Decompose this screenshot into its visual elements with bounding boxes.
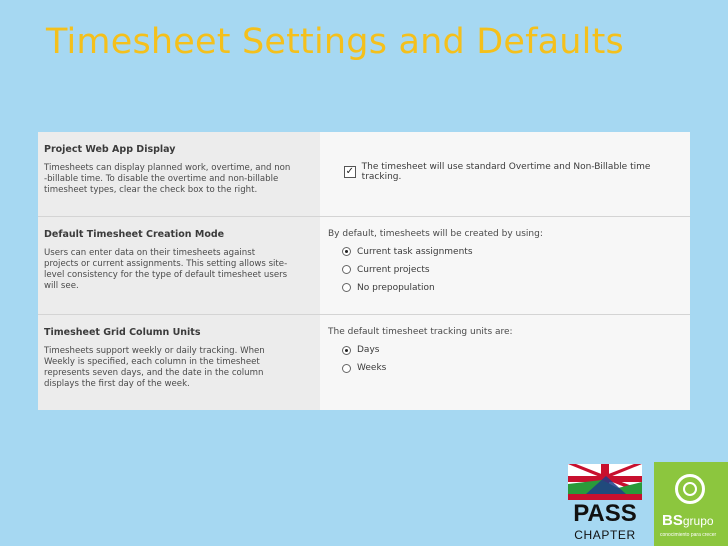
radio-no-prepopulation[interactable] xyxy=(342,283,682,293)
radio-current-task-assignments[interactable] xyxy=(342,247,682,257)
section-display-info xyxy=(38,132,320,216)
section-description: Timesheets support weekly or daily tracking. When Weekly is specified, each column in the timesheet represents seven days, and the date in the column displays the first day of the week. xyxy=(44,346,265,390)
pass-flag-icon xyxy=(568,462,642,502)
radio-label: Days xyxy=(357,345,380,356)
chapter-logo-text: CHAPTER xyxy=(574,528,636,542)
radio-weeks[interactable] xyxy=(342,363,682,373)
bs-grupo-logo xyxy=(654,462,728,546)
section-creation-mode-controls xyxy=(320,217,690,315)
radio-days[interactable] xyxy=(342,345,682,355)
bs-circle-icon xyxy=(675,474,705,504)
section-grid-units xyxy=(38,315,690,410)
overtime-tracking-option[interactable] xyxy=(344,162,682,182)
section-title: Default Timesheet Creation Mode xyxy=(44,228,225,240)
radio-label: No prepopulation xyxy=(357,282,435,293)
radio-label: Weeks xyxy=(357,363,387,374)
radio-button-selected[interactable] xyxy=(342,247,351,256)
radio-label: Current task assignments xyxy=(357,246,473,257)
radio-current-projects[interactable] xyxy=(342,265,682,275)
section-creation-mode xyxy=(38,217,690,316)
pass-chapter-logo xyxy=(566,462,644,544)
overtime-tracking-checkbox[interactable]: ✓ xyxy=(345,166,355,177)
section-grid-units-info xyxy=(38,315,320,410)
bs-tagline: conocimiento para crecer xyxy=(660,532,717,538)
radio-button-selected[interactable] xyxy=(342,346,351,355)
section-display xyxy=(38,132,690,217)
checkbox-label: The timesheet will use standard Overtime and Non-Billable time tracking. xyxy=(361,162,651,182)
section-creation-mode-info xyxy=(38,217,320,315)
section-display-controls xyxy=(320,132,690,216)
section-description: Timesheets can display planned work, overtime, and non -billable time. To disable the overtime and non-billable timesheet types, clear the check box to the right. xyxy=(44,163,291,195)
slide-title: Timesheet Settings and Defaults xyxy=(46,22,624,62)
radio-button[interactable] xyxy=(342,364,351,373)
creation-mode-heading: By default, timesheets will be created by using: xyxy=(328,228,543,239)
radio-button[interactable] xyxy=(342,283,351,292)
pass-logo-text: PASS xyxy=(573,500,637,527)
section-title: Timesheet Grid Column Units xyxy=(44,327,201,339)
grid-units-heading: The default timesheet tracking units are: xyxy=(328,327,513,338)
settings-panel xyxy=(38,132,690,410)
section-description: Users can enter data on their timesheets against projects or current assignments. This setting allows site- level consistency for the type of default timesheet users will see. xyxy=(44,247,288,291)
section-title: Project Web App Display xyxy=(44,144,176,155)
bs-logo-text: BSgrupo xyxy=(662,512,714,529)
radio-label: Current projects xyxy=(357,264,430,275)
radio-button[interactable] xyxy=(342,265,351,274)
section-grid-units-controls xyxy=(320,315,690,410)
